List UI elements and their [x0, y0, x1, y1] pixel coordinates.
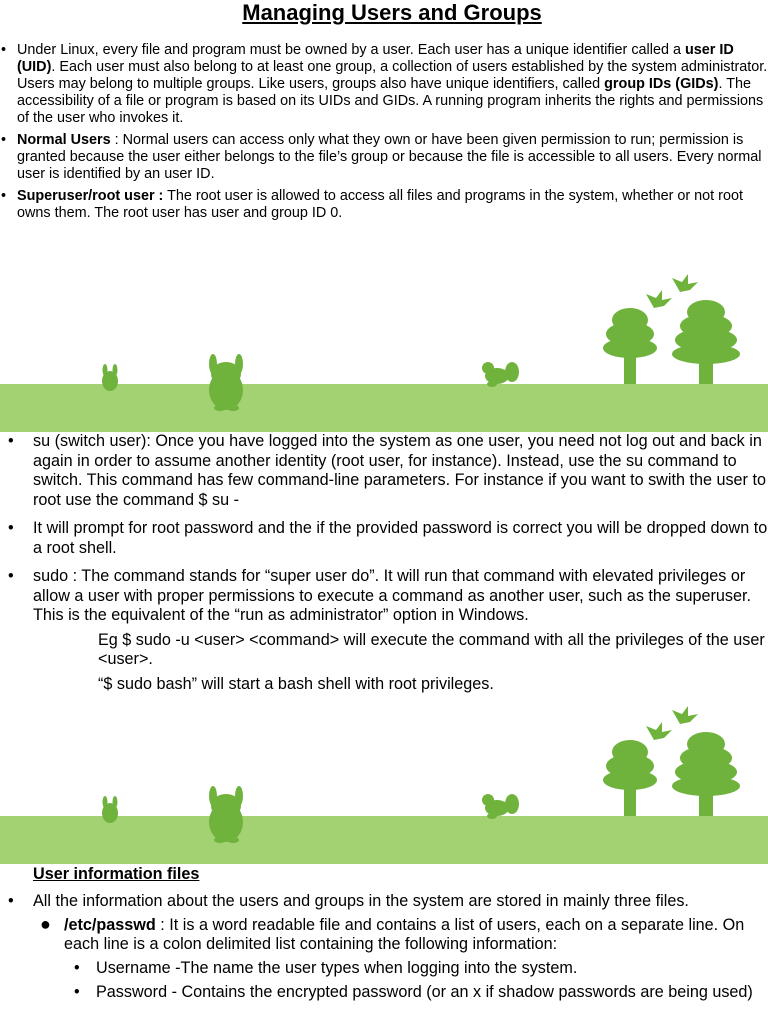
bullet: •: [74, 958, 80, 977]
commands-section: [0, 432, 768, 699]
small-bunny-icon: [102, 364, 118, 391]
bird-icon: [646, 274, 698, 308]
squirrel-icon: [482, 794, 519, 819]
list-item: ● /etc/passwd : It is a word readable file and contains a list of users, each on a separate line. On each line is a colon delimited list containing the following information:: [40, 913, 745, 953]
tree-icon: [603, 740, 657, 816]
squirrel-icon: [482, 362, 519, 387]
nature-illustration: [0, 264, 768, 432]
list-item: • It will prompt for root password and the if the provided password is correct you will be dropped down to a root shell.: [8, 519, 768, 557]
bird-icon: [646, 706, 698, 740]
files-section: [0, 864, 768, 1007]
section-heading: User information files: [33, 865, 200, 883]
bullet: •: [1, 42, 7, 58]
bunny-icon: [209, 786, 243, 843]
tree-icon: [672, 300, 740, 384]
list-item: • Under Linux, every file and program must be owned by a user. Each user has a unique identifier called a user ID (UID). Each user must also belong to at least one group, a collection of users established by the system administrator. Users may belong to multiple groups. Like users, groups also have unique identifiers, called group IDs (GIDs). The accessibility of a file or program is based on its UIDs and GIDs. A running program inherits the rights and permissions of the user who invokes it.: [1, 42, 768, 126]
example-text: Eg $ sudo -u <user> <command> will execute the command with all the privileges of the user <user>.: [98, 630, 765, 668]
nature-illustration: [0, 696, 768, 864]
page-title: Managing Users and Groups: [242, 0, 542, 25]
bullet: ●: [40, 913, 51, 934]
list-item: • Username -The name the user types when logging into the system.: [74, 958, 578, 977]
list-item: • sudo : The command stands for “super user do”. It will run that command with elevated privileges or allow a user with proper permissions to execute a command as another user, such as the superuser. This is the equivalent of the “run as administrator” option in Windows.: [8, 567, 752, 624]
list-item: • Normal Users : Normal users can access only what they own or have been given permission to run; permission is granted because the user either belongs to the file’s group or because the file is accessible to all users. Every normal user is identified by an user ID.: [1, 132, 762, 182]
bullet: •: [1, 132, 7, 148]
tree-icon: [603, 308, 657, 384]
small-bunny-icon: [102, 796, 118, 823]
list-item: • All the information about the users and groups in the system are stored in mainly three files.: [8, 892, 689, 910]
bunny-icon: [209, 354, 243, 411]
bullet: •: [1, 188, 7, 204]
list-item: • su (switch user): Once you have logged into the system as one user, you need not log out and back in again in order to assume another identity (root user, for instance). Instead, use the su command to switch. This command has few command-line parameters. For instance if you want to swith the user to root use the command $ su -: [8, 432, 766, 509]
bullet: •: [8, 519, 14, 537]
bullet: •: [8, 432, 14, 450]
list-item: • Password - Contains the encrypted password (or an x if shadow passwords are being used): [74, 982, 753, 1001]
bullet: •: [74, 982, 80, 1001]
example-text: “$ sudo bash” will start a bash shell with root privileges.: [98, 674, 494, 693]
bullet: •: [8, 567, 14, 585]
list-item: • Superuser/root user : The root user is allowed to access all files and programs in the system, whether or not root owns them. The root user has user and group ID 0.: [1, 188, 743, 221]
intro-section: [0, 42, 768, 227]
bullet: •: [8, 892, 14, 910]
tree-icon: [672, 732, 740, 816]
